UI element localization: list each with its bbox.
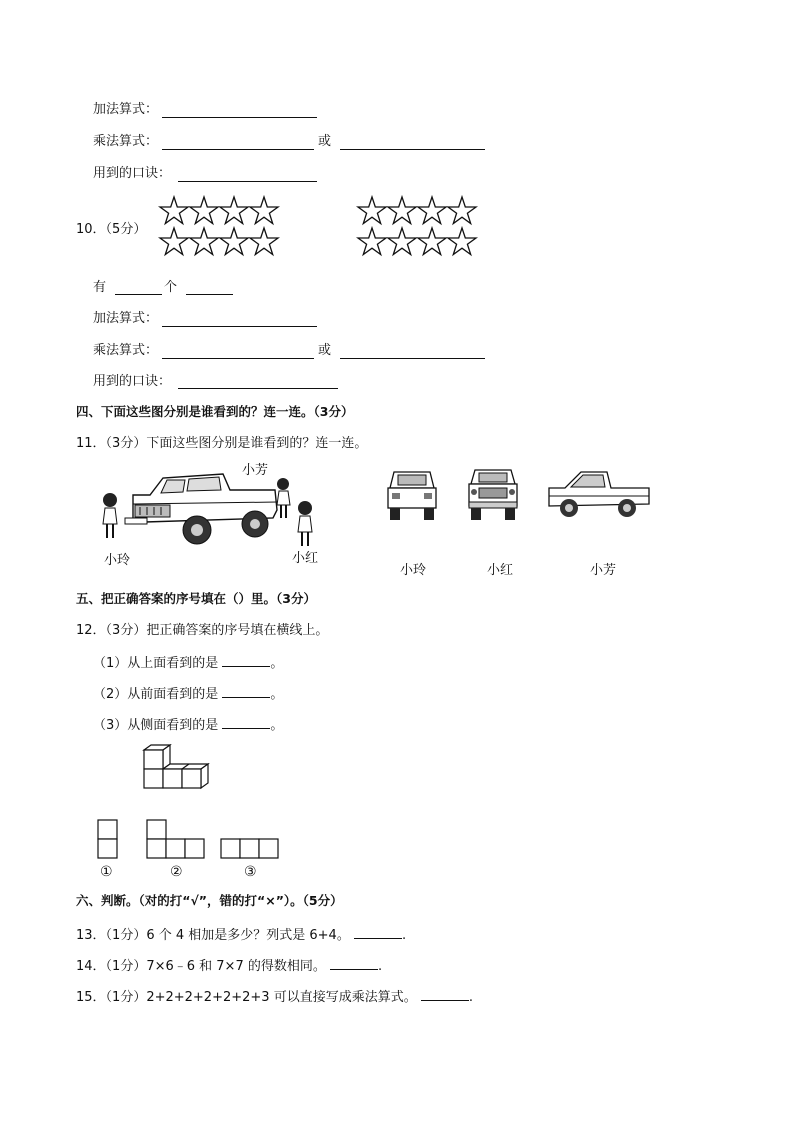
q12-blank-2[interactable] [222,685,270,698]
option-view-1[interactable] [97,819,119,859]
star-group-left [160,195,285,261]
view-label-3: 小芳 [590,563,617,578]
q9-add-blank[interactable] [162,117,317,118]
q9-rhyme-blank[interactable] [178,181,317,182]
q12-blank-1[interactable] [222,654,270,667]
q11-text: 11．（3分）下面这些图分别是谁看到的？连一连。 [76,436,368,451]
q12-item-1: （1）从上面看到的是 。 [93,656,284,671]
q13-answer-blank[interactable] [354,926,402,939]
q12-text: 12．（3分）把正确答案的序号填在横线上。 [76,623,329,638]
truck-side-view[interactable] [545,466,651,520]
option-view-2[interactable] [146,819,208,859]
q10-number: 10．（5分） [76,222,147,237]
section6-heading: 六、判断。（对的打“√”，错的打“×”）。（5分） [76,893,343,908]
scene-label-xiaohong: 小红 [292,551,319,566]
q10-ge: 个 [164,280,178,295]
q13: 13．（1分）6 个 4 相加是多少？列式是 6+4。 . [76,928,407,943]
q9-add-label: 加法算式： [93,102,159,117]
view-label-2: 小红 [487,563,514,578]
q10-add-blank[interactable] [162,326,317,327]
q10-mul-blank-2[interactable] [340,358,485,359]
q12-blank-3[interactable] [222,716,270,729]
q10-add-label: 加法算式： [93,311,159,326]
scene-label-xiaoling: 小玲 [104,553,131,568]
q10-mul-blank-1[interactable] [162,358,314,359]
q10-rhyme-label: 用到的口诀： [93,374,172,389]
q14-answer-blank[interactable] [330,957,378,970]
q10-or: 或 [318,343,332,358]
option-view-3[interactable] [220,838,282,860]
section4-heading: 四、下面这些图分别是谁看到的？连一连。（3分） [76,404,354,419]
q10-have: 有 [93,280,107,295]
view-label-1: 小玲 [400,563,427,578]
section5-heading: 五、把正确答案的序号填在（）里。（3分） [76,591,316,606]
option-label-2: ② [170,864,183,880]
q10-number-blank[interactable] [186,294,233,295]
star-group-right [358,195,483,261]
truck-scene-illustration [95,460,325,560]
q10-mul-label: 乘法算式： [93,343,159,358]
cube-solid-figure [138,744,213,794]
scene-label-xiaofang: 小芳 [242,463,269,478]
q12-item-3: （3）从侧面看到的是 。 [93,718,284,733]
q15-answer-blank[interactable] [421,988,469,1001]
q10-count-blank[interactable] [115,294,162,295]
q9-mul-label: 乘法算式： [93,134,159,149]
q9-or: 或 [318,134,332,149]
option-label-3: ③ [244,864,257,880]
truck-front-view[interactable] [467,466,519,524]
q9-rhyme-label: 用到的口诀： [93,166,172,181]
q10-rhyme-blank[interactable] [178,388,338,389]
truck-rear-view[interactable] [386,468,438,524]
option-label-1: ① [100,864,113,880]
q12-item-2: （2）从前面看到的是 。 [93,687,284,702]
q14: 14．（1分）7×6﹣6 和 7×7 的得数相同。 . [76,959,383,974]
q15: 15．（1分）2+2+2+2+2+2+3 可以直接写成乘法算式。 . [76,990,473,1005]
q9-mul-blank-2[interactable] [340,149,485,150]
q9-mul-blank-1[interactable] [162,149,314,150]
